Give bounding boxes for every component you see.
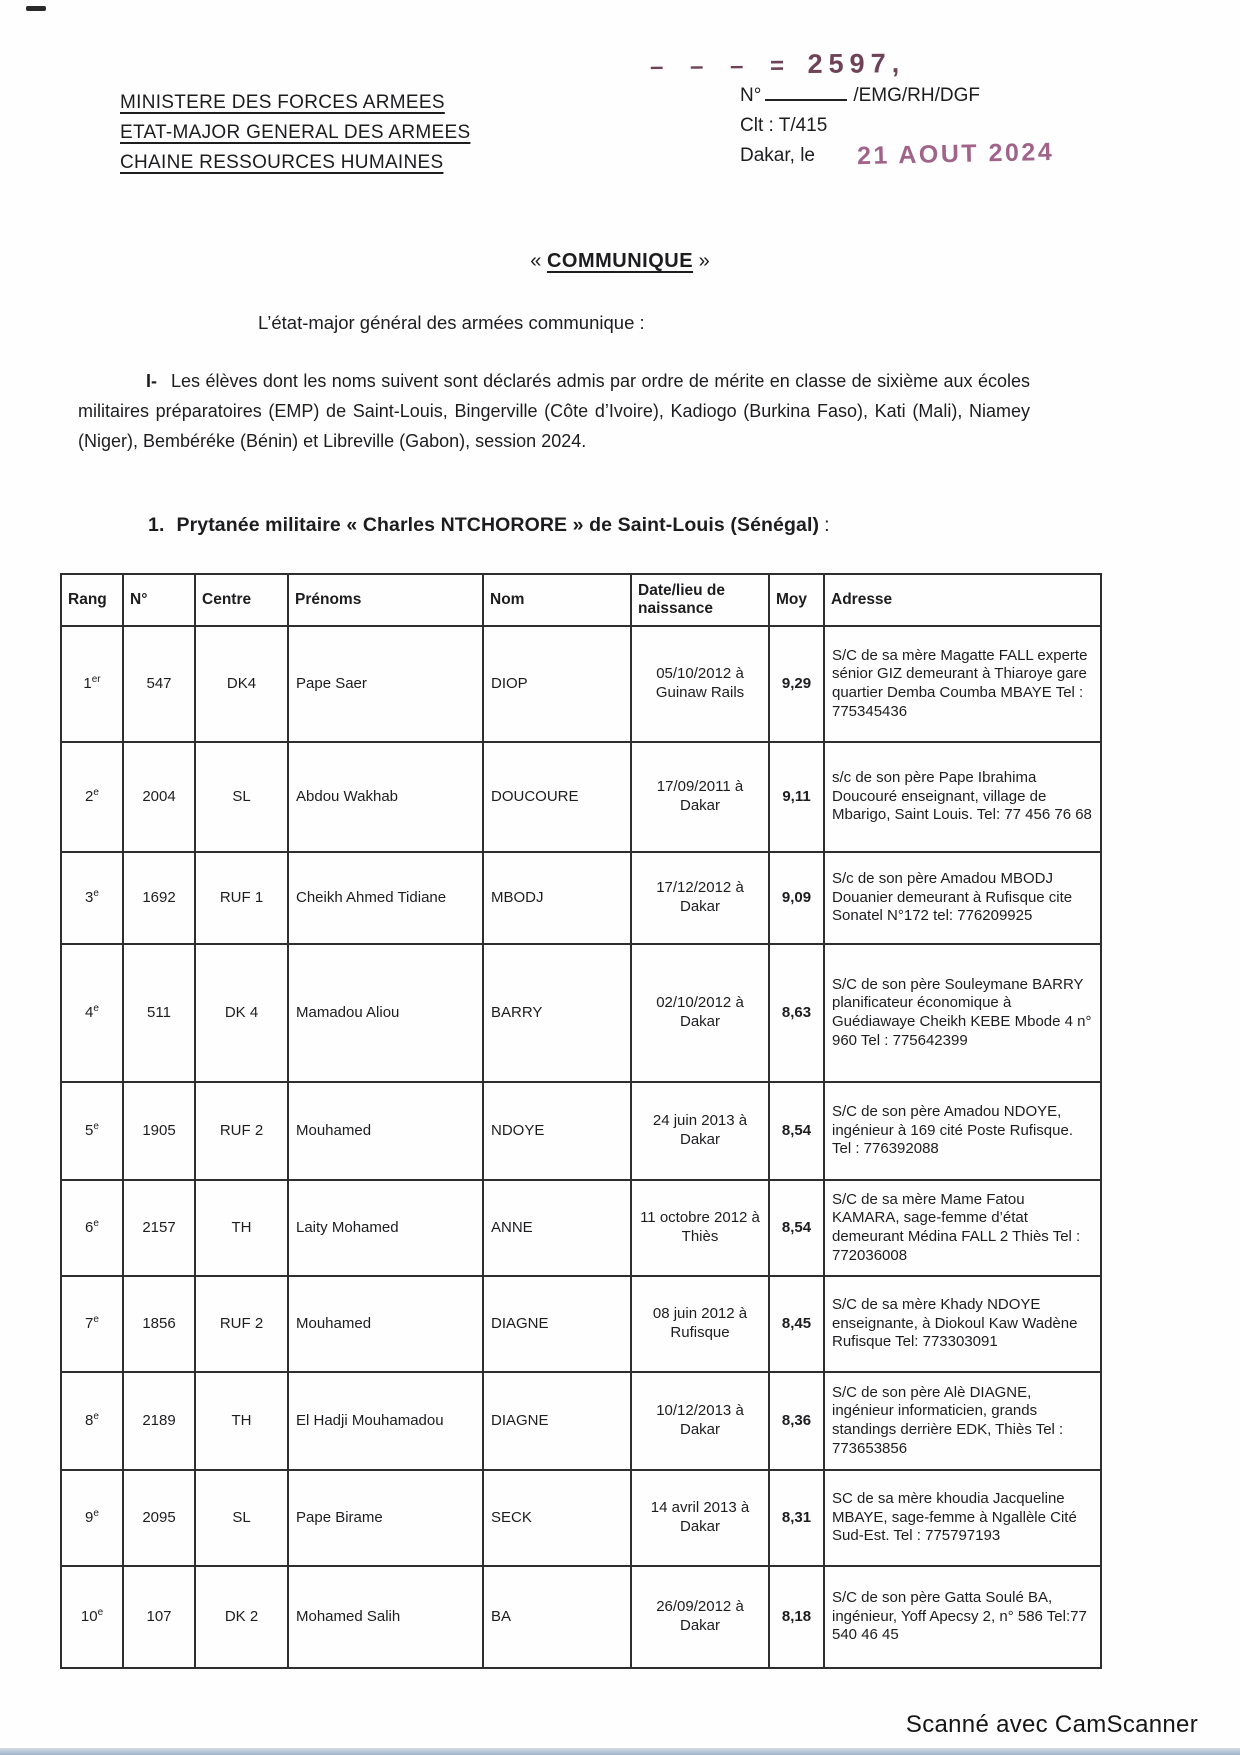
cell-adresse: S/C de son père Souleymane BARRY planificateur économique à Guédiawaye Cheikh KEBE Mbode 4 n° 960 Tel : 775642399 [824, 944, 1101, 1082]
rank-value: 5 [85, 1122, 94, 1140]
cell-rang [61, 1276, 123, 1372]
table-row [61, 1372, 1101, 1470]
cell-prenoms: Laity Mohamed [288, 1180, 483, 1276]
column-header-rang: Rang [61, 574, 123, 626]
scan-artifact [26, 6, 46, 11]
cell-prenoms: Mohamed Salih [288, 1566, 483, 1668]
cell-numero: 1856 [123, 1276, 195, 1372]
cell-numero: 2004 [123, 742, 195, 852]
cell-adresse: S/C de son père Gatta Soulé BA, ingénieur, Yoff Apecsy 2, n° 586 Tel:77 540 46 45 [824, 1566, 1101, 1668]
cell-naissance: 14 avril 2013 à Dakar [631, 1470, 769, 1566]
reference-number-blank [765, 85, 847, 101]
rank-value: 3 [85, 889, 94, 907]
cell-nom: NDOYE [483, 1082, 631, 1180]
reference-number-prefix: N° [740, 85, 762, 106]
cell-naissance: 08 juin 2012 à Rufisque [631, 1276, 769, 1372]
cell-rang [61, 742, 123, 852]
section-heading [148, 514, 830, 537]
cell-rang [61, 852, 123, 944]
cell-moyenne: 9,29 [769, 626, 824, 742]
cell-numero: 1692 [123, 852, 195, 944]
rank-ordinal-suffix: e [93, 1218, 99, 1230]
cell-prenoms: Mouhamed [288, 1082, 483, 1180]
stamp-dashes: – – – = [649, 52, 795, 81]
rank-ordinal-suffix: e [93, 1003, 99, 1015]
column-header-moy: Moy [769, 574, 824, 626]
cell-nom: SECK [483, 1470, 631, 1566]
cell-rang [61, 626, 123, 742]
date-line [740, 137, 1055, 171]
rank-ordinal-suffix: e [93, 1314, 99, 1326]
stamp-digits: 2597, [807, 48, 906, 79]
rank-value: 4 [85, 1004, 94, 1022]
column-header-naissance: Date/lieu de naissance [631, 574, 769, 626]
cell-centre: RUF 2 [195, 1082, 288, 1180]
cell-naissance: 05/10/2012 à Guinaw Rails [631, 626, 769, 742]
rank-value: 7 [85, 1315, 94, 1333]
table-row [61, 1082, 1101, 1180]
cell-moyenne: 8,63 [769, 944, 824, 1082]
communique-title [0, 250, 1240, 273]
cell-prenoms: Mamadou Aliou [288, 944, 483, 1082]
cell-nom: DIAGNE [483, 1372, 631, 1470]
close-guillemet: » [698, 250, 710, 272]
cell-numero: 2095 [123, 1470, 195, 1566]
rank-ordinal-suffix: e [93, 888, 99, 900]
cell-prenoms: Pape Birame [288, 1470, 483, 1566]
rank-ordinal-suffix: e [93, 787, 99, 799]
cell-numero: 547 [123, 626, 195, 742]
section-number: 1. [148, 514, 165, 536]
column-header-adresse: Adresse [824, 574, 1101, 626]
cell-adresse: S/c de son père Amadou MBODJ Douanier demeurant à Rufisque cite Sonatel N°172 tel: 776209925 [824, 852, 1101, 944]
rank-value: 8 [85, 1412, 94, 1430]
column-header-prenoms: Prénoms [288, 574, 483, 626]
cell-rang [61, 1470, 123, 1566]
cell-moyenne: 9,09 [769, 852, 824, 944]
cell-naissance: 02/10/2012 à Dakar [631, 944, 769, 1082]
column-header-numero: N° [123, 574, 195, 626]
cell-moyenne: 8,36 [769, 1372, 824, 1470]
place-label: Dakar, le [740, 145, 815, 166]
cell-adresse: SC de sa mère khoudia Jacqueline MBAYE, sage-femme à Ngallèle Cité Sud-Est. Tel : 775797193 [824, 1470, 1101, 1566]
paragraph-text: Les élèves dont les noms suivent sont déclarés admis par ordre de mérite en classe de sixième aux écoles militaires préparatoires (EMP) de Saint-Louis, Bingerville (Côte d’Ivoire), Kadiogo (Burkina Faso), Kati (Mali), Niamey (Niger), Bembéréke (Bénin) et Libreville (Gabon), session 2024. [78, 371, 1030, 451]
rank-value: 9 [85, 1509, 94, 1527]
cell-centre: DK 2 [195, 1566, 288, 1668]
cell-prenoms: Pape Saer [288, 626, 483, 742]
title-text: COMMUNIQUE [546, 250, 694, 272]
letterhead-line-etat-major: ETAT-MAJOR GENERAL DES ARMEES [120, 122, 471, 143]
cell-prenoms: Cheikh Ahmed Tidiane [288, 852, 483, 944]
letterhead [120, 88, 470, 178]
cell-rang [61, 1566, 123, 1668]
cell-numero: 2189 [123, 1372, 195, 1470]
intro-line: L’état-major général des armées communique : [258, 312, 645, 333]
classification-line: Clt : T/415 [740, 115, 828, 136]
rank-value: 6 [85, 1219, 94, 1237]
scan-edge-artifact [0, 1748, 1240, 1755]
cell-moyenne: 8,31 [769, 1470, 824, 1566]
rank-ordinal-suffix: e [93, 1508, 99, 1520]
paragraph-numeral: I- [146, 371, 157, 391]
cell-nom: DOUCOURE [483, 742, 631, 852]
cell-numero: 107 [123, 1566, 195, 1668]
rank-ordinal-suffix: e [97, 1607, 104, 1619]
table-row [61, 1566, 1101, 1668]
rank-ordinal-suffix: e [93, 1121, 99, 1133]
cell-naissance: 11 octobre 2012 à Thiès [631, 1180, 769, 1276]
table-row [61, 626, 1101, 742]
cell-nom: BA [483, 1566, 631, 1668]
cell-centre: SL [195, 1470, 288, 1566]
open-guillemet: « [530, 250, 542, 272]
cell-nom: MBODJ [483, 852, 631, 944]
date-stamp: 21 AOUT 2024 [856, 137, 1055, 171]
rank-ordinal-suffix: e [93, 1411, 99, 1423]
reference-number-suffix: /EMG/RH/DGF [853, 85, 980, 106]
cell-nom: BARRY [483, 944, 631, 1082]
cell-moyenne: 8,54 [769, 1082, 824, 1180]
cell-naissance: 24 juin 2013 à Dakar [631, 1082, 769, 1180]
letterhead-line-ministry: MINISTERE DES FORCES ARMEES [120, 92, 445, 113]
cell-rang [61, 944, 123, 1082]
cell-rang [61, 1180, 123, 1276]
cell-centre: TH [195, 1180, 288, 1276]
cell-centre: SL [195, 742, 288, 852]
rank-ordinal-suffix: er [91, 674, 101, 686]
cell-naissance: 26/09/2012 à Dakar [631, 1566, 769, 1668]
registration-stamp-number [650, 49, 964, 82]
cell-naissance: 17/09/2011 à Dakar [631, 742, 769, 852]
cell-numero: 2157 [123, 1180, 195, 1276]
cell-centre: DK 4 [195, 944, 288, 1082]
letterhead-line-chaine-rh: CHAINE RESSOURCES HUMAINES [120, 152, 444, 173]
cell-moyenne: 8,45 [769, 1276, 824, 1372]
table-header-row [61, 574, 1101, 626]
cell-adresse: S/C de son père Amadou NDOYE, ingénieur à 169 cité Poste Rufisque. Tel : 776392088 [824, 1082, 1101, 1180]
cell-centre: RUF 2 [195, 1276, 288, 1372]
reference-number-line [740, 82, 1054, 110]
cell-moyenne: 8,18 [769, 1566, 824, 1668]
table-row [61, 944, 1101, 1082]
cell-adresse: S/C de sa mère Mame Fatou KAMARA, sage-femme d’état demeurant Médina FALL 2 Thiès Tel : 772036008 [824, 1180, 1101, 1276]
admissions-table [60, 573, 1102, 1669]
cell-prenoms: Mouhamed [288, 1276, 483, 1372]
cell-prenoms: Abdou Wakhab [288, 742, 483, 852]
reference-block [649, 48, 1055, 171]
column-header-centre: Centre [195, 574, 288, 626]
cell-adresse: S/C de sa mère Magatte FALL experte sénior GIZ demeurant à Thiaroye gare quartier Demba Coumba MBAYE Tel : 775345436 [824, 626, 1101, 742]
camscanner-watermark: Scanné avec CamScanner [905, 1711, 1198, 1738]
cell-numero: 511 [123, 944, 195, 1082]
rank-value: 10 [80, 1608, 98, 1626]
cell-moyenne: 8,54 [769, 1180, 824, 1276]
rank-value: 1 [83, 675, 92, 693]
cell-numero: 1905 [123, 1082, 195, 1180]
cell-adresse: S/C de son père Alè DIAGNE, ingénieur informaticien, grands standings derrière EDK, Thiès Tel : 773653856 [824, 1372, 1101, 1470]
cell-nom: ANNE [483, 1180, 631, 1276]
cell-nom: DIAGNE [483, 1276, 631, 1372]
cell-naissance: 17/12/2012 à Dakar [631, 852, 769, 944]
section-colon: : [824, 514, 830, 536]
cell-prenoms: El Hadji Mouhamadou [288, 1372, 483, 1470]
cell-rang [61, 1082, 123, 1180]
table-row [61, 1180, 1101, 1276]
cell-centre: TH [195, 1372, 288, 1470]
cell-rang [61, 1372, 123, 1470]
table-row [61, 852, 1101, 944]
body-paragraph [78, 366, 1030, 456]
rank-value: 2 [85, 788, 94, 806]
cell-nom: DIOP [483, 626, 631, 742]
cell-naissance: 10/12/2013 à Dakar [631, 1372, 769, 1470]
table-row [61, 1276, 1101, 1372]
column-header-nom: Nom [483, 574, 631, 626]
cell-moyenne: 9,11 [769, 742, 824, 852]
section-title: Prytanée militaire « Charles NTCHORORE » de Saint-Louis (Sénégal) [176, 514, 820, 536]
cell-centre: RUF 1 [195, 852, 288, 944]
cell-adresse: s/c de son père Pape Ibrahima Doucouré enseignant, village de Mbarigo, Saint Louis. Tel: 77 456 76 68 [824, 742, 1101, 852]
table-row [61, 1470, 1101, 1566]
table-row [61, 742, 1101, 852]
cell-centre: DK4 [195, 626, 288, 742]
cell-adresse: S/C de sa mère Khady NDOYE enseignante, à Diokoul Kaw Wadène Rufisque Tel: 773303091 [824, 1276, 1101, 1372]
